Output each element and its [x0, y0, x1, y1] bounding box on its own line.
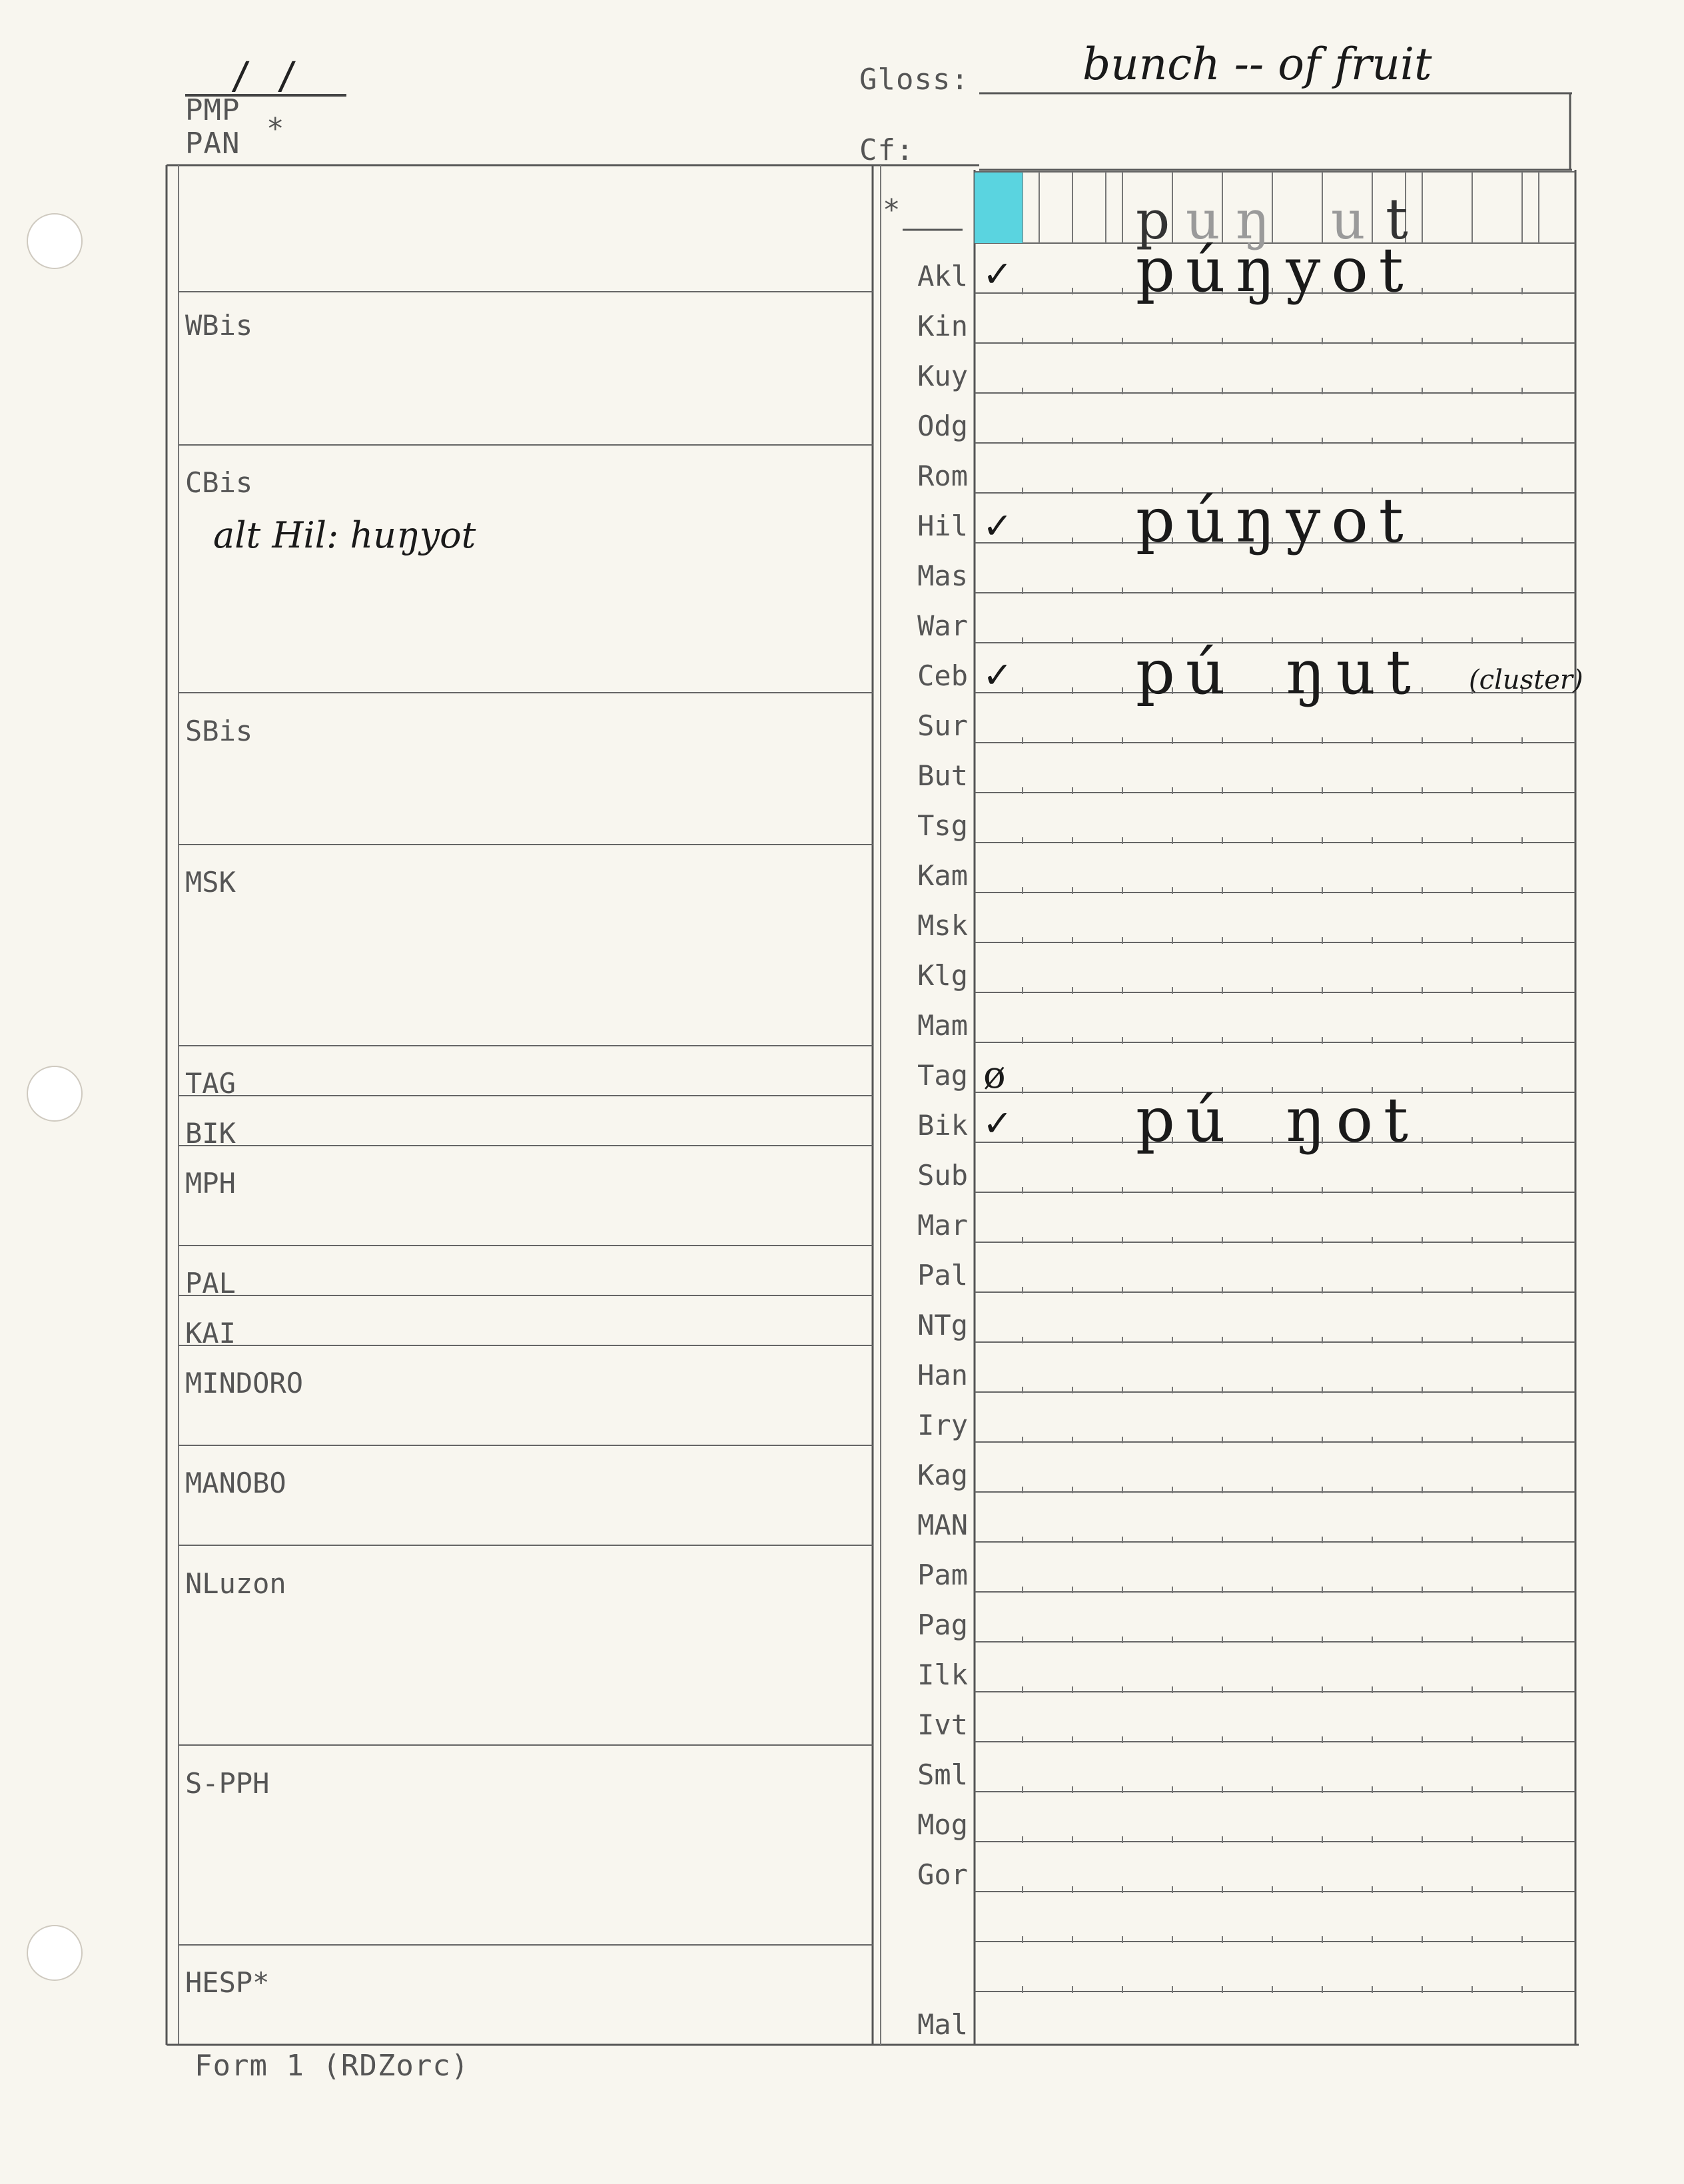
- entry-mark-akl: ✓: [983, 253, 1013, 295]
- language-label: Sur: [917, 709, 968, 742]
- entry-form-akl: púŋyot: [1136, 234, 1414, 306]
- language-label: MAN: [917, 1509, 968, 1541]
- language-label: War: [917, 609, 968, 642]
- cf-label: Cf:: [859, 133, 915, 167]
- proto-letter: t: [1386, 186, 1408, 252]
- group-label: TAG: [185, 1067, 236, 1100]
- group-label: HESP*: [185, 1966, 270, 1999]
- entry-mark-tag: ø: [983, 1054, 1006, 1097]
- pan-label: PAN: [185, 127, 240, 161]
- group-label: WBis: [185, 309, 253, 342]
- language-label: Iry: [917, 1409, 968, 1441]
- date-slashes: / /: [230, 55, 300, 98]
- proto-letter: p: [1136, 189, 1170, 251]
- language-label: Hil: [917, 510, 968, 542]
- language-label: Han: [917, 1359, 968, 1391]
- language-label: Odg: [917, 410, 968, 442]
- language-label: Gor: [917, 1858, 968, 1891]
- language-label: Klg: [917, 959, 968, 992]
- pmp-label: PMP: [185, 93, 240, 127]
- language-label: Sub: [917, 1159, 968, 1192]
- group-label: CBis: [185, 466, 253, 499]
- language-label: Rom: [917, 460, 968, 492]
- language-label: Kag: [917, 1459, 968, 1491]
- group-label: MPH: [185, 1167, 236, 1200]
- group-label: PAL: [185, 1267, 236, 1299]
- proto-letter: u: [1331, 189, 1366, 251]
- group-label: NLuzon: [185, 1567, 286, 1600]
- pmp-star: *: [266, 112, 285, 146]
- group-label: S-PPH: [185, 1767, 270, 1800]
- language-label: Kin: [917, 310, 968, 342]
- language-label: Ceb: [917, 659, 968, 692]
- language-label: Kam: [917, 859, 968, 892]
- entry-mark-ceb: ✓: [983, 654, 1013, 696]
- language-label: Ivt: [917, 1708, 968, 1741]
- entry-mark-hil: ✓: [983, 505, 1013, 547]
- language-label: Kuy: [917, 360, 968, 392]
- gloss-label: Gloss:: [859, 63, 969, 97]
- group-label: BIK: [185, 1117, 236, 1150]
- language-label: Tsg: [917, 809, 968, 842]
- language-label: Mas: [917, 559, 968, 592]
- gloss-value: bunch -- of fruit: [1082, 39, 1432, 90]
- language-label: Pag: [917, 1609, 968, 1641]
- language-label: NTg: [917, 1309, 968, 1341]
- entry-mark-bik: ✓: [983, 1102, 1013, 1144]
- language-label: Sml: [917, 1758, 968, 1791]
- language-label: Ilk: [917, 1658, 968, 1691]
- group-label: MINDORO: [185, 1367, 304, 1399]
- language-label: Bik: [917, 1109, 968, 1142]
- language-label: Pal: [917, 1259, 968, 1291]
- language-label: Msk: [917, 909, 968, 942]
- language-label: Pam: [917, 1559, 968, 1591]
- entry-form-hil: púŋyot: [1136, 485, 1414, 556]
- language-label: But: [917, 759, 968, 792]
- language-label: Mog: [917, 1808, 968, 1841]
- proto-star: *: [883, 193, 901, 227]
- entry-form-bik: pú ŋot: [1136, 1084, 1419, 1156]
- language-label: Mal: [917, 2008, 968, 2041]
- proto-letter: ŋ: [1236, 189, 1270, 251]
- group-label: SBis: [185, 715, 253, 747]
- cbis-note: alt Hil: huŋyot: [213, 514, 476, 556]
- proto-letter: u: [1186, 189, 1220, 251]
- language-label: Akl: [917, 260, 968, 292]
- proto-highlight-cell: [975, 173, 1023, 243]
- group-label: KAI: [185, 1317, 236, 1349]
- language-label: Mar: [917, 1209, 968, 1242]
- language-label: Tag: [917, 1059, 968, 1092]
- group-label: MANOBO: [185, 1467, 286, 1499]
- group-label: MSK: [185, 866, 236, 899]
- form-footer: Form 1 (RDZorc): [195, 2049, 470, 2083]
- entry-note-ceb: (cluster): [1469, 665, 1583, 695]
- language-label: Mam: [917, 1009, 968, 1042]
- entry-form-ceb: pú ŋut: [1136, 637, 1422, 708]
